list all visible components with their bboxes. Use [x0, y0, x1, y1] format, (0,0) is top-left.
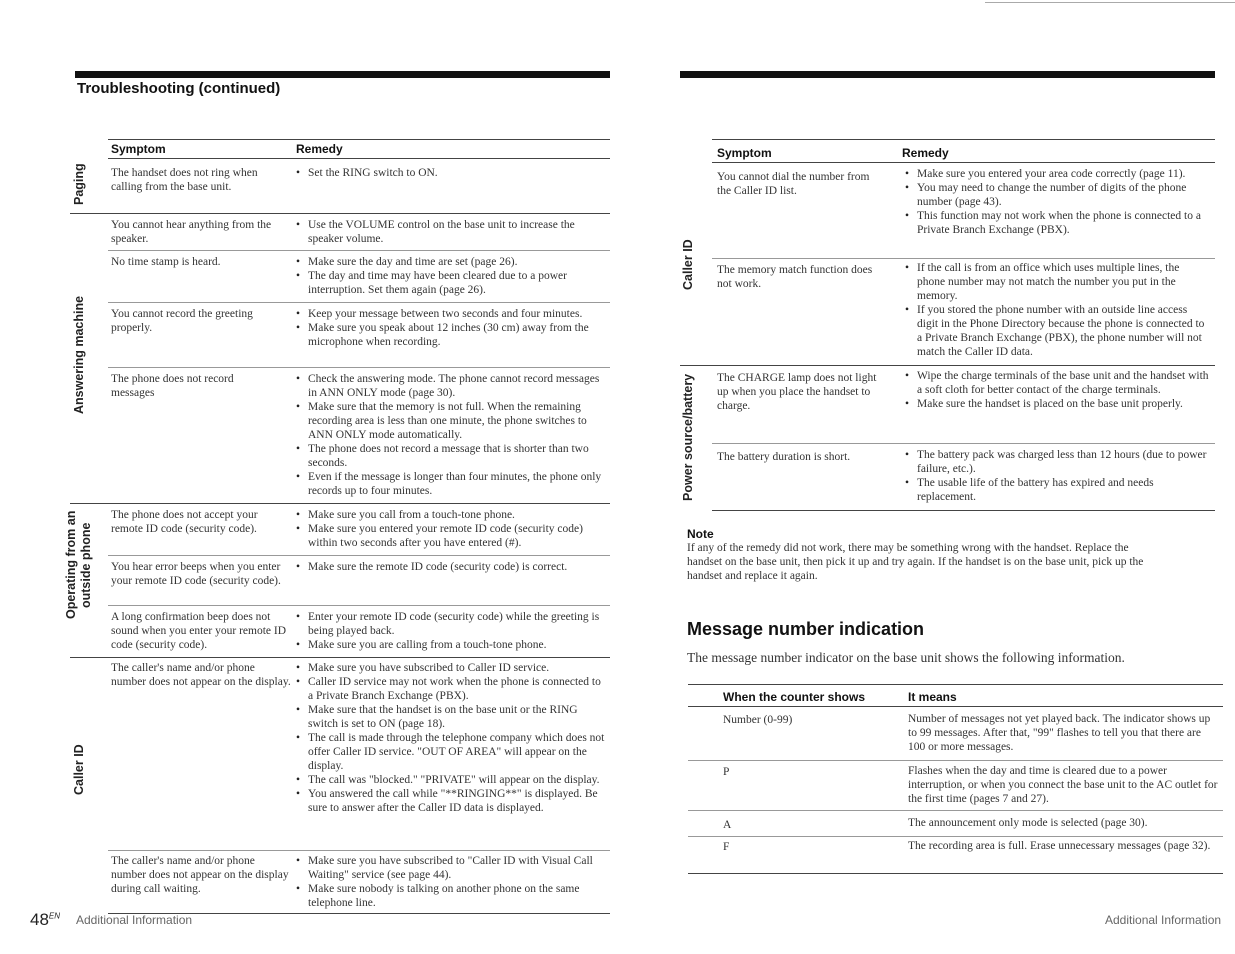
remedy-item: • Enter your remote ID code (security code) while the greeting is being played back. [296, 610, 608, 638]
page-heading: Troubleshooting (continued) [77, 80, 281, 97]
page-number-value: 48 [30, 910, 49, 929]
section-label-operating-outside-phone: Operating from an outside phone [64, 510, 93, 620]
section-label-caller-id: Caller ID [72, 744, 86, 796]
section-divider [70, 503, 610, 504]
row-divider [712, 258, 1215, 259]
symptom-cell: You cannot dial the number from the Caller ID list. [717, 171, 870, 197]
remedy-cell [296, 166, 608, 180]
remedy-cell [905, 369, 1210, 411]
msg-shows-cell: P [723, 766, 730, 778]
remedy-cell [296, 255, 608, 297]
remedy-item: • If the call is from an office which uses multiple lines, the phone number may not match the number you put in the memory. [905, 261, 1210, 303]
msg-table-bottom-rule [688, 873, 1223, 874]
remedy-cell [296, 218, 608, 246]
row-divider [108, 302, 610, 303]
msg-shows-cell: Number (0-99) [723, 714, 793, 726]
msg-table-top-rule [688, 684, 1223, 685]
footer-section-text: Additional Information [1105, 913, 1222, 927]
remedy-item: • The call is made through the telephone company which does not offer Caller ID service. "OUT OF AREA" will appear on the display. [296, 731, 608, 773]
left-heading-bar [75, 71, 610, 78]
section-label-answering-machine: Answering machine [72, 295, 86, 415]
remedy-item: • Make sure you are calling from a touch-tone phone. [296, 638, 608, 652]
col-symptom-header: Symptom [111, 142, 166, 156]
footer-section-text: Additional Information [76, 913, 193, 927]
note-text: If any of the remedy did not work, there may be something wrong with the handset. Replace the handset on the base unit, then pick it up and try again. If the handset is on the base unit, pick up the handset and replace it again. [687, 542, 1144, 582]
msg-shows-cell: F [723, 841, 730, 853]
message-number-heading: Message number indication [687, 619, 925, 639]
col-remedy-header: Remedy [902, 146, 949, 160]
symptom-cell: You cannot record the greeting properly. [111, 308, 253, 334]
row-divider [108, 367, 610, 368]
page-number [30, 910, 60, 930]
remedy-item: • The usable life of the battery has expired and needs replacement. [905, 476, 1210, 504]
note-title: Note [687, 527, 714, 541]
remedy-item: • You may need to change the number of digits of the phone number (page 43). [905, 181, 1210, 209]
section-divider [70, 213, 610, 214]
symptom-cell: The memory match function does not work. [717, 264, 873, 290]
section-divider [70, 657, 610, 658]
remedy-cell [296, 610, 608, 652]
remedy-cell [296, 307, 608, 349]
table-top-rule [108, 139, 610, 140]
msg-col-shows-header: When the counter shows [723, 690, 866, 704]
table-top-rule [712, 139, 1215, 140]
section-label-caller-id: Caller ID [681, 239, 695, 291]
remedy-cell [905, 448, 1210, 504]
row-divider [108, 850, 610, 851]
remedy-item: • The call was "blocked." "PRIVATE" will appear on the display. [296, 773, 608, 787]
page-number-sup: EN [48, 911, 61, 921]
section-label-power-source-battery: Power source/battery [681, 373, 695, 501]
row-divider [688, 836, 1223, 837]
table-bottom-rule [712, 510, 1215, 511]
remedy-item: • Set the RING switch to ON. [296, 166, 608, 180]
row-divider [688, 810, 1223, 811]
remedy-item: • This function may not work when the phone is connected to a Private Branch Exchange (PBX). [905, 209, 1210, 237]
right-heading-bar [680, 71, 1215, 78]
remedy-item: • Make sure nobody is talking on another phone on the same telephone line. [296, 882, 608, 910]
symptom-cell: The handset does not ring when calling from the base unit. [111, 167, 258, 193]
remedy-item: • Make sure the remote ID code (security code) is correct. [296, 560, 608, 574]
row-divider [108, 555, 610, 556]
symptom-cell: The CHARGE lamp does not light up when you place the handset to charge. [717, 372, 877, 412]
remedy-item: • Make sure that the memory is not full. When the remaining recording area is less than one minute, the phone switches to ANN ONLY mode automatically. [296, 400, 608, 442]
remedy-item: • Use the VOLUME control on the base unit to increase the speaker volume. [296, 218, 608, 246]
remedy-item: • Make sure you have subscribed to Caller ID service. [296, 661, 608, 675]
row-divider [108, 250, 610, 251]
remedy-item: • Make sure the handset is placed on the base unit properly. [905, 397, 1210, 411]
remedy-item: • Make sure you speak about 12 inches (30 cm) away from the microphone when recording. [296, 321, 608, 349]
remedy-item: • If you stored the phone number with an outside line access digit in the Phone Directory because the phone is connected to a Private Branch Exchange (PBX), the phone number will not match the Caller ID data. [905, 303, 1210, 359]
msg-header-rule [688, 706, 1223, 707]
section-divider [680, 365, 1215, 366]
remedy-item: • Make sure that the handset is on the base unit or the RING switch is set to ON (page 18). [296, 703, 608, 731]
msg-means-cell: The recording area is full. Erase unnecessary messages (page 32). [908, 840, 1211, 852]
row-divider [712, 443, 1215, 444]
symptom-cell: The phone does not record messages [111, 373, 234, 399]
row-divider [688, 760, 1223, 761]
remedy-cell [296, 661, 608, 815]
remedy-cell [296, 560, 608, 574]
symptom-cell: No time stamp is heard. [111, 256, 221, 268]
symptom-cell: You hear error beeps when you enter your remote ID code (security code). [111, 561, 281, 587]
remedy-item: • Wipe the charge terminals of the base unit and the handset with a soft cloth for better contact of the charge terminals. [905, 369, 1210, 397]
remedy-item: • You answered the call while "**RINGING**" is displayed. Be sure to answer after the Caller ID data is displayed. [296, 787, 608, 815]
top-right-rule [985, 2, 1235, 3]
remedy-cell [905, 167, 1210, 237]
remedy-cell [296, 508, 608, 550]
remedy-item: • Keep your message between two seconds and four minutes. [296, 307, 608, 321]
remedy-item: • The phone does not record a message that is shorter than two seconds. [296, 442, 608, 470]
remedy-cell [296, 372, 608, 498]
symptom-cell: The phone does not accept your remote ID code (security code). [111, 509, 258, 535]
remedy-item: • Make sure you have subscribed to "Caller ID with Visual Call Waiting" service (see page 44). [296, 854, 608, 882]
remedy-item: • Make sure you entered your remote ID code (security code) within two seconds after you have entered (#). [296, 522, 608, 550]
remedy-item: • Make sure you entered your area code correctly (page 11). [905, 167, 1210, 181]
symptom-cell: The battery duration is short. [717, 451, 851, 463]
remedy-item: • Even if the message is longer than four minutes, the phone only records up to four minutes. [296, 470, 608, 498]
msg-means-cell: The announcement only mode is selected (page 30). [908, 817, 1148, 829]
remedy-item: • Make sure you call from a touch-tone phone. [296, 508, 608, 522]
row-divider [108, 605, 610, 606]
remedy-cell [296, 854, 608, 910]
header-rule [712, 162, 1215, 163]
remedy-item: • Make sure the day and time are set (page 26). [296, 255, 608, 269]
remedy-cell [905, 261, 1210, 359]
remedy-item: • Caller ID service may not work when the phone is connected to a Private Branch Exchange (PBX). [296, 675, 608, 703]
remedy-item: • The battery pack was charged less than 12 hours (due to power failure, etc.). [905, 448, 1210, 476]
symptom-cell: The caller's name and/or phone number does not appear on the display. [111, 662, 291, 688]
header-rule [108, 158, 610, 159]
symptom-cell: You cannot hear anything from the speaker. [111, 219, 272, 245]
symptom-cell: The caller's name and/or phone number does not appear on the display during call waiting. [111, 855, 289, 895]
msg-col-means-header: It means [908, 690, 957, 704]
message-number-intro: The message number indicator on the base unit shows the following information. [687, 650, 1125, 665]
symptom-cell: A long confirmation beep does not sound when you enter your remote ID code (security code). [111, 611, 287, 651]
col-remedy-header: Remedy [296, 142, 343, 156]
msg-shows-cell: A [723, 819, 732, 831]
section-label-paging: Paging [72, 163, 86, 205]
msg-means-cell: Number of messages not yet played back. The indicator shows up to 99 messages. After that, "99" flashes to tell you that there are 100 or more messages. [908, 713, 1211, 753]
remedy-item: • The day and time may have been cleared due to a power interruption. Set them again (page 26). [296, 269, 608, 297]
col-symptom-header: Symptom [717, 146, 772, 160]
msg-means-cell: Flashes when the day and time is cleared due to a power interruption, or when you connect the base unit to the AC outlet for the first time (pages 7 and 27). [908, 765, 1218, 805]
remedy-item: • Check the answering mode. The phone cannot record messages in ANN ONLY mode (page 30). [296, 372, 608, 400]
